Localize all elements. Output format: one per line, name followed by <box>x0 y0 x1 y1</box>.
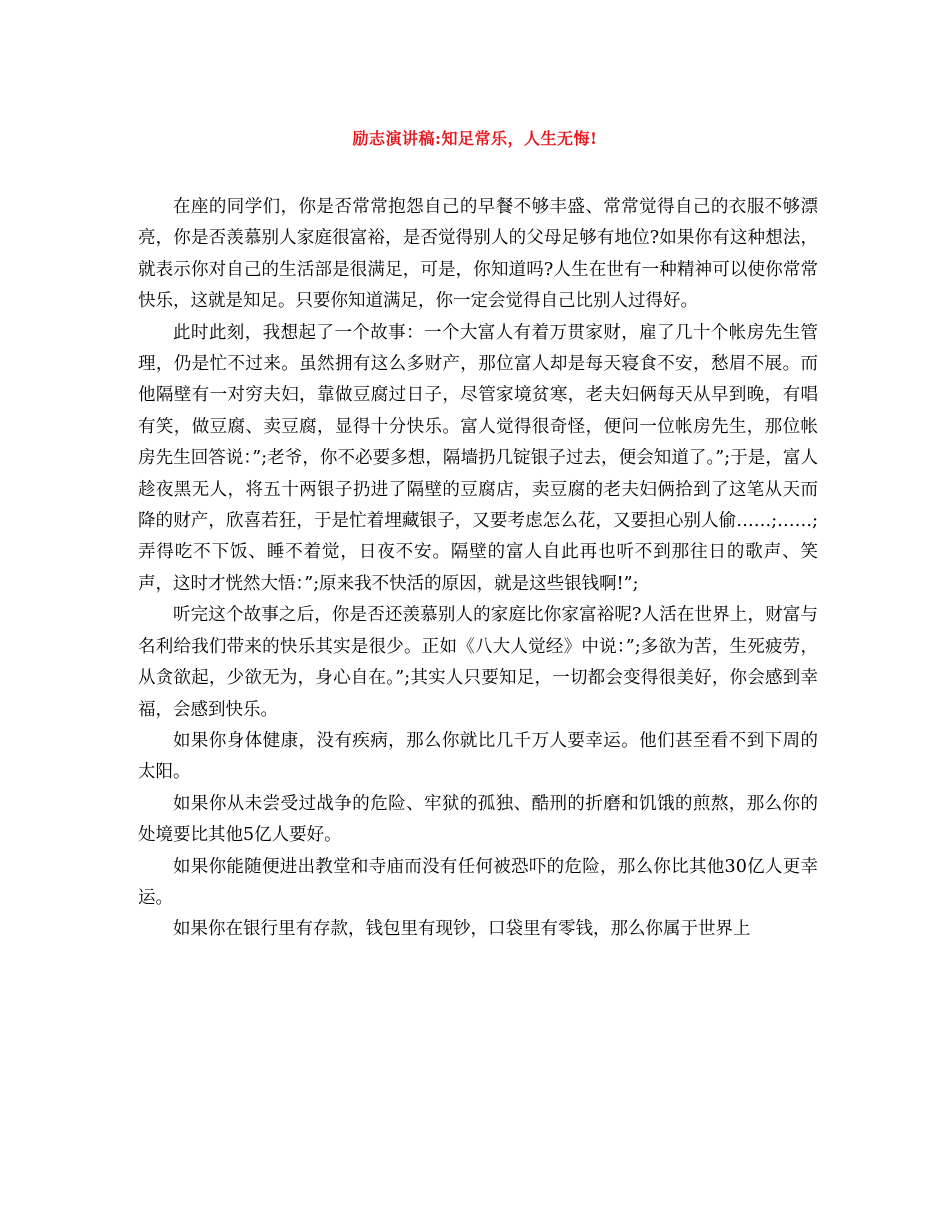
paragraph-3: 听完这个故事之后，你是否还羡慕别人的家庭比你家富裕呢?人活在世界上，财富与名利给我们带来的快乐其实是很少。正如《八大人觉经》中说：”;多欲为苦，生死疲劳，从贪欲起，少欲无为，身心自在。”;其实人只要知足，一切都会变得很美好，你会感到幸福，会感到快乐。 <box>138 605 818 720</box>
paragraph-6: 如果你能随便进出教堂和寺庙而没有任何被恐吓的危险，那么你比其他30亿人更幸运。 <box>138 856 818 908</box>
document-body <box>138 192 818 946</box>
paragraph-2: 此时此刻，我想起了一个故事：一个大富人有着万贯家财，雇了几十个帐房先生管理，仍是忙不过来。虽然拥有这么多财产，那位富人却是每天寝食不安，愁眉不展。而他隔壁有一对穷夫妇，靠做豆腐过日子，尽管家境贫寒，老夫妇俩每天从早到晚，有唱有笑，做豆腐、卖豆腐，显得十分快乐。富人觉得很奇怪，便问一位帐房先生，那位帐房先生回答说：”;老爷，你不必要多想，隔墙扔几锭银子过去，便会知道了。”;于是，富人趁夜黑无人，将五十两银子扔进了隔壁的豆腐店，卖豆腐的老夫妇俩拾到了这笔从天而降的财产，欣喜若狂，于是忙着埋藏银子，又要考虑怎么花，又要担心别人偷……;……;弄得吃不下饭、睡不着觉，日夜不安。隔壁的富人自此再也听不到那往日的歌声、笑声，这时才恍然大悟：”;原来我不快活的原因，就是这些银钱啊!”; <box>138 322 818 594</box>
paragraph-7: 如果你在银行里有存款，钱包里有现钞，口袋里有零钱，那么你属于世界上 <box>173 919 751 940</box>
document-title: 励志演讲稿:知足常乐，人生无悔! <box>352 129 598 148</box>
paragraph-1: 在座的同学们，你是否常常抱怨自己的早餐不够丰盛、常常觉得自己的衣服不够漂亮，你是否羡慕别人家庭很富裕，是否觉得别人的父母足够有地位?如果你有这种想法，就表示你对自己的生活部是很满足，可是，你知道吗?人生在世有一种精神可以使你常常快乐，这就是知足。只要你知道满足，你一定会觉得自己比别人过得好。 <box>138 197 818 312</box>
paragraph-5: 如果你从未尝受过战争的危险、牢狱的孤独、酷刑的折磨和饥饿的煎熬，那么你的处境要比其他5亿人要好。 <box>138 793 818 846</box>
paragraph-4: 如果你身体健康，没有疾病，那么你就比几千万人要幸运。他们甚至看不到下周的太阳。 <box>138 730 818 783</box>
